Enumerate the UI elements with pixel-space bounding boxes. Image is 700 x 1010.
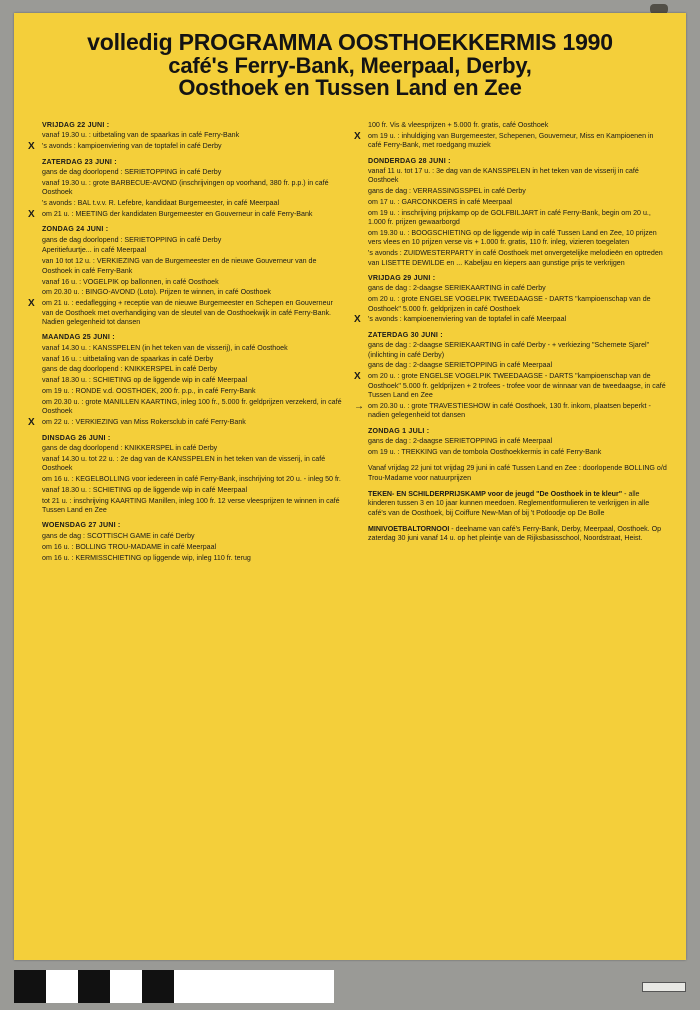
- program-entry: [42, 131, 342, 140]
- entry-text: om 20 u. : grote ENGELSE VOGELPIK TWEEDAAGSE - DARTS "kampioenschap van de Oosthoek" 5.000 fr. geldprijzen + 2 trofees - trofee voor de winnaar van de tweedaagse, in café Tussen Land en Zee: [368, 372, 666, 399]
- program-entry: [42, 278, 342, 287]
- entry-text: gans de dag : VERRASSINGSSPEL in café Derby: [368, 187, 526, 196]
- entry-text: 's avonds : kampioenviering van de toptafel in café Derby: [42, 142, 222, 151]
- day-heading: VRIJDAG 22 JUNI :: [42, 121, 110, 129]
- entry-text: om 16 u. : BOLLING TROU-MADAME in café Meerpaal: [42, 542, 217, 551]
- program-entry: [42, 365, 342, 374]
- handwritten-mark: X: [354, 371, 361, 383]
- entry-text: om 21 u. : MEETING der kandidaten Burgemeester en Gouverneur in café Ferry-Bank: [42, 209, 313, 218]
- handwritten-mark: X: [354, 130, 361, 142]
- poster-header: [14, 31, 686, 100]
- notice-paragraph: [368, 525, 668, 544]
- program-entry: [42, 168, 342, 177]
- entry-text: 100 fr. Vis & vleesprijzen + 5.000 fr. gratis, café Oosthoek: [368, 121, 549, 129]
- entry-text: vanaf 18.30 u. : SCHIETING op de liggende wip in café Meerpaal: [42, 376, 248, 385]
- entry-text: vanaf 19.30 u. : grote BARBECUE-AVOND (inschrijvingen op voorhand, 380 fr. p.p.) in café Oosthoek: [42, 178, 329, 197]
- entry-text: om 20 u. : grote ENGELSE VOGELPIK TWEEDAAGSE - DARTS "kampioenschap van de Oosthoek" 5.000 fr. geldprijzen in café Oosthoek: [368, 295, 651, 313]
- program-entry: [354, 130, 668, 151]
- calibration-block: [142, 970, 174, 1003]
- program-entry: [42, 475, 342, 484]
- entry-text: om 16 u. : KERMISSCHIETING op liggende wip, inleg 110 fr. terug: [42, 553, 251, 562]
- entry-text: gans de dag : 2-daagse SERIEKAARTING in café Derby: [368, 284, 546, 293]
- poster: [14, 13, 686, 960]
- handwritten-mark: X: [28, 208, 35, 220]
- entry-text: gans de dag : 2-daagse SERIEKAARTING in café Derby - + verkiezing "Schemete Sjarel" (inlichting in café Derby): [368, 341, 650, 359]
- entry-text: om 19.30 u. : BOOGSCHIETING op de liggende wip in café Tussen Land en Zee, 10 prijzen vers vlees en 10 prijzen verse vis + 1.000 fr. gratis, 110 fr. inleg, vizieren toegelaten: [368, 229, 657, 247]
- entry-text: tot 21 u. : inschrijving KAARTING Manillen, inleg 100 fr. 12 verse vleesprijzen te winnen in café Tussen Land en Zee: [42, 496, 340, 515]
- entry-text: van 10 tot 12 u. : VERKIEZING van de Burgemeester en de nieuwe Gouverneur van de Oosthoek in café Ferry-Bank: [42, 257, 317, 275]
- entry-text: om 21 u. : eedaflegging + receptie van de nieuwe Burgemeester en Schepen en Gouverneur van de Oosthoek met overhandiging van de sleutel van de Oosthoekwijk in café Ferry-Bank. Nadien gelegenheid tot dansen: [42, 299, 333, 326]
- handwritten-mark: →: [354, 400, 364, 412]
- title: volledig PROGRAMMA OOSTHOEKKERMIS 1990: [87, 29, 613, 55]
- entry-text: vanaf 18.30 u. : SCHIETING op de liggende wip in café Meerpaal: [42, 485, 248, 494]
- program-entry: [368, 198, 668, 207]
- calibration-block: [174, 970, 334, 1003]
- entry-text: gans de dag : SCOTTISCH GAME in café Derby: [42, 531, 195, 540]
- program-entry: [42, 355, 342, 364]
- program-entry: [368, 284, 668, 293]
- entry-text: 's avonds : kampioenenviering van de toptafel in café Meerpaal: [368, 315, 567, 324]
- entry-text: vanaf 19.30 u. : uitbetaling van de spaarkas in café Ferry-Bank: [42, 131, 240, 140]
- calibration-block: [110, 970, 142, 1003]
- program-entry: [42, 246, 342, 255]
- program-entry: [42, 199, 342, 208]
- notice-text: - alle kinderen tussen 3 en 10 jaar kunnen meedoen. Reglementformulieren te verkrijgen in alle café's van de Oosthoek, bij Coiffure New-Man of bij 't Potloodje op De Bolle: [368, 489, 650, 517]
- day-heading: MAANDAG 25 JUNI :: [42, 333, 115, 342]
- program-right-column: [354, 121, 668, 564]
- entry-text: 's avonds : ZUIDWESTERPARTY in café Oosthoek met onvergetelijke melodieën en optreden van LISETTE DEWILDE en ... Kabeljau en kiepers aan gunstige prijs te verkrijgen: [368, 249, 663, 267]
- program-entry: [42, 257, 342, 276]
- program-entry: [28, 141, 342, 153]
- entry-text: vanaf 11 u. tot 17 u. : 3e dag van de KANSSPELEN in het teken van de visserij in café Oosthoek: [368, 166, 639, 185]
- program-entry: [42, 387, 342, 396]
- calibration-block: [78, 970, 110, 1003]
- entry-text: gans de dag doorlopend : SERIETOPPING in café Derby: [42, 167, 222, 176]
- program-entry: [354, 371, 668, 400]
- program-entry: [28, 208, 342, 220]
- entry-text: om 20.30 u. : grote TRAVESTIESHOW in café Oosthoek, 130 fr. inkom, plaatsen beperkt - nadien gelegenheid tot dansen: [368, 401, 651, 420]
- program-entry: [42, 554, 342, 563]
- notice-text: Vanaf vrijdag 22 juni tot vrijdag 29 juni in café Tussen Land en Zee : doorlopende BOLLING o/d Trou-Madame voor natuurprijzen: [368, 464, 667, 482]
- entry-text: om 19 u. : RONDE v.d. OOSTHOEK, 200 fr. p.p., in café Ferry-Bank: [42, 387, 256, 396]
- subtitle-venues-2: Oosthoek en Tussen Land en Zee: [178, 75, 522, 101]
- program-entry: [368, 361, 668, 370]
- right-day-list: [354, 121, 668, 457]
- program-entry: [42, 486, 342, 495]
- notices: [368, 464, 668, 544]
- program-entry: [354, 400, 668, 421]
- program-entry: [28, 298, 342, 327]
- entry-text: vanaf 16 u. : uitbetaling van de spaarkas in café Derby: [42, 354, 214, 363]
- program-entry: [42, 497, 342, 516]
- program-entry: [42, 236, 342, 245]
- program-entry: [354, 314, 668, 326]
- entry-text: 's avonds : BAL t.v.v. R. Lefebre, kandidaat Burgemeester, in café Meerpaal: [42, 199, 280, 208]
- program-entry: [42, 376, 342, 385]
- notice-paragraph: [368, 464, 668, 483]
- entry-text: vanaf 14.30 u. tot 22 u. : 2e dag van de KANSSPELEN in het teken van de visserij, in café Oosthoek: [42, 454, 326, 473]
- subtitle-venues-1: café's Ferry-Bank, Meerpaal, Derby,: [168, 52, 532, 78]
- notice-lead: TEKEN- EN SCHILDERPRIJSKAMP voor de jeugd "De Oosthoek in te kleur": [368, 489, 623, 498]
- program-entry: [368, 209, 668, 228]
- program-entry: [368, 295, 668, 314]
- program-entry: [368, 167, 668, 186]
- program-entry: [368, 448, 668, 457]
- entry-text: gans de dag doorlopend : SERIETOPPING in café Derby: [42, 235, 222, 244]
- notice-lead: MINIVOETBALTORNOOI: [368, 524, 450, 533]
- program-entry: [368, 121, 668, 130]
- program-entry: [368, 229, 668, 248]
- entry-text: gans de dag doorlopend : KNIKKERSPEL in café Derby: [42, 443, 218, 452]
- program-left-column: [28, 121, 342, 564]
- color-calibration-strip: [14, 970, 334, 1003]
- day-heading: DONDERDAG 28 JUNI :: [368, 156, 451, 165]
- handwritten-mark: X: [28, 417, 35, 429]
- calibration-block: [14, 970, 46, 1003]
- program-entry: [42, 532, 342, 541]
- entry-text: vanaf 14.30 u. : KANSSPELEN (in het teken van de visserij), in café Oosthoek: [42, 343, 288, 352]
- day-heading: ZATERDAG 23 JUNI :: [42, 157, 117, 166]
- program-entry: [42, 543, 342, 552]
- program-entry: [368, 437, 668, 446]
- notice-text: - deelname van café's Ferry-Bank, Derby, Meerpaal, Oosthoek. Op zaterdag 30 juni vanaf 14 u. op het pleintje van de Rijksbasisschool, Noordstraat, Heist.: [368, 524, 662, 543]
- entry-text: gans de dag : 2-daagse SERIETOPPING in café Meerpaal: [368, 436, 553, 445]
- day-heading: ZONDAG 24 JUNI :: [42, 225, 109, 234]
- entry-text: om 20.30 u. : grote MANILLEN KAARTING, inleg 100 fr., 5.000 fr. geldprijzen verzekerd, in café Oosthoek: [42, 397, 342, 416]
- scale-ruler: [642, 982, 686, 992]
- program-entry: [28, 417, 342, 429]
- program-entry: [368, 249, 668, 268]
- day-heading: ZATERDAG 30 JUNI :: [368, 330, 443, 339]
- handwritten-mark: X: [354, 314, 361, 326]
- entry-text: gans de dag doorlopend : KNIKKERSPEL in café Derby: [42, 365, 218, 374]
- program-entry: [368, 187, 668, 196]
- program-entry: [42, 344, 342, 353]
- program-entry: [42, 398, 342, 417]
- program-columns: [28, 121, 668, 564]
- entry-text: om 17 u. : GARCONKOERS in café Meerpaal: [368, 198, 512, 207]
- handwritten-mark: X: [28, 298, 35, 310]
- day-heading: WOENSDAG 27 JUNI :: [42, 521, 121, 530]
- entry-text: om 19 u. : inhuldiging van Burgemeester, Schepenen, Gouverneur, Miss en Kampioenen in café Ferry-Bank, met roedgang muziek: [368, 131, 654, 150]
- calibration-block: [46, 970, 78, 1003]
- entry-text: om 19 u. : TREKKING van de tombola Oosthoekkermis in café Ferry-Bank: [368, 447, 602, 456]
- entry-text: Aperitiefuurtje... in café Meerpaal: [42, 246, 147, 255]
- entry-text: om 19 u. : inschrijving prijskamp op de GOLFBILJART in café Ferry-Bank, begin om 20 u., 1.000 fr. prijzen gewaarborgd: [368, 208, 651, 227]
- entry-text: vanaf 16 u. : VOGELPIK op ballonnen, in café Oosthoek: [42, 277, 219, 286]
- handwritten-mark: X: [28, 141, 35, 153]
- entry-text: om 20.30 u. : BINGO-AVOND (Loto). Prijzen te winnen, in café Oosthoek: [42, 288, 271, 297]
- entry-text: om 22 u. : VERKIEZING van Miss Rokersclub in café Ferry-Bank: [42, 418, 246, 427]
- day-heading: ZONDAG 1 JULI :: [368, 426, 430, 435]
- program-entry: [368, 341, 668, 360]
- day-heading: VRIJDAG 29 JUNI :: [368, 274, 436, 283]
- entry-text: gans de dag : 2-daagse SERIETOPPING in café Meerpaal: [368, 361, 553, 370]
- notice-paragraph: [368, 490, 668, 518]
- program-entry: [42, 444, 342, 453]
- program-entry: [42, 179, 342, 198]
- program-entry: [42, 288, 342, 297]
- day-heading: DINSDAG 26 JUNI :: [42, 433, 111, 442]
- entry-text: om 16 u. : KEGELBOLLING voor iedereen in café Ferry-Bank, inschrijving tot 20 u. - inleg 50 fr.: [42, 475, 341, 483]
- program-entry: [42, 455, 342, 474]
